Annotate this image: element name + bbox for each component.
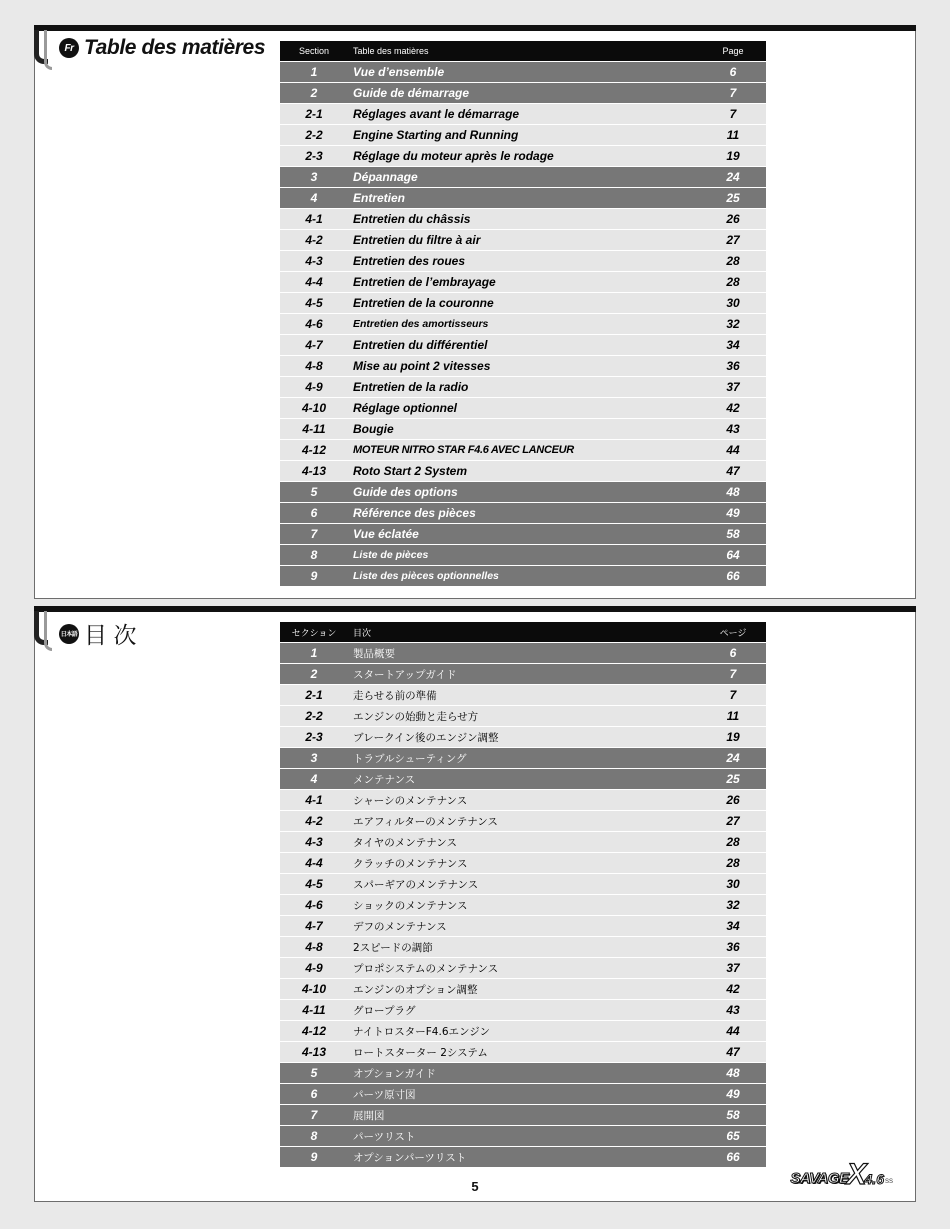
japanese-toc-panel bbox=[34, 606, 916, 1202]
section-number: 4-11 bbox=[280, 419, 348, 440]
toc-row[interactable] bbox=[280, 272, 766, 293]
page-ref: 58 bbox=[700, 524, 766, 545]
toc-row[interactable] bbox=[280, 664, 766, 685]
section-title: デフのメンテナンス bbox=[348, 916, 700, 937]
toc-row[interactable] bbox=[280, 1126, 766, 1147]
toc-row[interactable] bbox=[280, 706, 766, 727]
section-number: 4-1 bbox=[280, 790, 348, 811]
toc-row[interactable] bbox=[280, 314, 766, 335]
japanese-heading bbox=[59, 617, 136, 650]
section-number: 4-8 bbox=[280, 937, 348, 958]
section-title: オプションパーツリスト bbox=[348, 1147, 700, 1168]
toc-row[interactable] bbox=[280, 62, 766, 83]
toc-row[interactable] bbox=[280, 545, 766, 566]
section-title: Liste des pièces optionnelles bbox=[348, 566, 700, 587]
page-ref: 7 bbox=[700, 104, 766, 125]
page-ref: 43 bbox=[700, 419, 766, 440]
french-heading bbox=[59, 36, 265, 60]
toc-row[interactable] bbox=[280, 1105, 766, 1126]
page-ref: 64 bbox=[700, 545, 766, 566]
page-ref: 19 bbox=[700, 727, 766, 748]
page-ref: 7 bbox=[700, 83, 766, 104]
section-title: Entretien des roues bbox=[348, 251, 700, 272]
section-number: 6 bbox=[280, 503, 348, 524]
section-title: パーツリスト bbox=[348, 1126, 700, 1147]
page-ref: 11 bbox=[700, 706, 766, 727]
toc-row[interactable] bbox=[280, 1147, 766, 1168]
section-number: 4-7 bbox=[280, 916, 348, 937]
toc-row[interactable] bbox=[280, 895, 766, 916]
page-ref: 36 bbox=[700, 937, 766, 958]
page-ref: 30 bbox=[700, 293, 766, 314]
section-number: 7 bbox=[280, 524, 348, 545]
section-title: シャーシのメンテナンス bbox=[348, 790, 700, 811]
toc-row[interactable] bbox=[280, 209, 766, 230]
toc-row[interactable] bbox=[280, 356, 766, 377]
toc-row[interactable] bbox=[280, 251, 766, 272]
section-title: スパーギアのメンテナンス bbox=[348, 874, 700, 895]
toc-row[interactable] bbox=[280, 790, 766, 811]
section-number: 2-1 bbox=[280, 104, 348, 125]
page-ref: 58 bbox=[700, 1105, 766, 1126]
section-title: オプションガイド bbox=[348, 1063, 700, 1084]
section-number: 4-4 bbox=[280, 853, 348, 874]
section-number: 4-12 bbox=[280, 440, 348, 461]
section-title: Vue éclatée bbox=[348, 524, 700, 545]
page-ref: 30 bbox=[700, 874, 766, 895]
logo-x: X bbox=[846, 1158, 867, 1191]
page-ref: 19 bbox=[700, 146, 766, 167]
section-title: グロープラグ bbox=[348, 1000, 700, 1021]
page-ref: 28 bbox=[700, 251, 766, 272]
page-ref: 32 bbox=[700, 314, 766, 335]
page-ref: 65 bbox=[700, 1126, 766, 1147]
toc-row[interactable] bbox=[280, 125, 766, 146]
section-number: 4-3 bbox=[280, 832, 348, 853]
section-number: 2-3 bbox=[280, 146, 348, 167]
page-ref: 66 bbox=[700, 1147, 766, 1168]
section-title: Référence des pièces bbox=[348, 503, 700, 524]
section-title: ナイトロスターF4.6エンジン bbox=[348, 1021, 700, 1042]
page-number: 5 bbox=[471, 1179, 479, 1194]
section-title: パーツ原寸図 bbox=[348, 1084, 700, 1105]
table-header-row bbox=[280, 622, 766, 643]
section-title: 展開図 bbox=[348, 1105, 700, 1126]
section-number: 4-8 bbox=[280, 356, 348, 377]
section-number: 4-12 bbox=[280, 1021, 348, 1042]
toc-row[interactable] bbox=[280, 832, 766, 853]
toc-row[interactable] bbox=[280, 1000, 766, 1021]
section-title: Engine Starting and Running bbox=[348, 125, 700, 146]
section-number: 4-5 bbox=[280, 293, 348, 314]
page-column-header: Page bbox=[700, 41, 766, 62]
section-number: 9 bbox=[280, 1147, 348, 1168]
section-number: 1 bbox=[280, 643, 348, 664]
section-number: 4-9 bbox=[280, 377, 348, 398]
section-title: 2スピードの調節 bbox=[348, 937, 700, 958]
section-number: 5 bbox=[280, 482, 348, 503]
section-number: 4-10 bbox=[280, 979, 348, 1000]
page-ref: 34 bbox=[700, 916, 766, 937]
page-ref: 7 bbox=[700, 685, 766, 706]
toc-row[interactable] bbox=[280, 83, 766, 104]
page-ref: 11 bbox=[700, 125, 766, 146]
title-column-header: 目次 bbox=[348, 622, 700, 643]
section-number: 2-1 bbox=[280, 685, 348, 706]
section-title: Entretien de l’embrayage bbox=[348, 272, 700, 293]
page-ref: 24 bbox=[700, 748, 766, 769]
section-number: 7 bbox=[280, 1105, 348, 1126]
page-ref: 25 bbox=[700, 769, 766, 790]
page-ref: 7 bbox=[700, 664, 766, 685]
section-number: 4-5 bbox=[280, 874, 348, 895]
toc-row[interactable] bbox=[280, 727, 766, 748]
toc-row[interactable] bbox=[280, 643, 766, 664]
toc-row[interactable] bbox=[280, 748, 766, 769]
page-ref: 48 bbox=[700, 482, 766, 503]
section-title: Roto Start 2 System bbox=[348, 461, 700, 482]
toc-row[interactable] bbox=[280, 937, 766, 958]
page-ref: 48 bbox=[700, 1063, 766, 1084]
section-title: Réglages avant le démarrage bbox=[348, 104, 700, 125]
french-toc-panel bbox=[34, 25, 916, 599]
french-toc-table bbox=[280, 41, 766, 587]
section-title: ロートスターター 2システム bbox=[348, 1042, 700, 1063]
section-number: 4-13 bbox=[280, 461, 348, 482]
section-title: Réglage optionnel bbox=[348, 398, 700, 419]
section-title: Dépannage bbox=[348, 167, 700, 188]
toc-row[interactable] bbox=[280, 293, 766, 314]
page-ref: 44 bbox=[700, 1021, 766, 1042]
table-header-row bbox=[280, 41, 766, 62]
section-number: 4-2 bbox=[280, 230, 348, 251]
japanese-toc-table bbox=[280, 622, 766, 1168]
section-number: 4-1 bbox=[280, 209, 348, 230]
section-title: プロポシステムのメンテナンス bbox=[348, 958, 700, 979]
page-ref: 47 bbox=[700, 1042, 766, 1063]
toc-row[interactable] bbox=[280, 979, 766, 1000]
section-title: Entretien des amortisseurs bbox=[348, 314, 700, 335]
toc-row[interactable] bbox=[280, 1063, 766, 1084]
toc-row[interactable] bbox=[280, 482, 766, 503]
toc-row[interactable] bbox=[280, 958, 766, 979]
section-tab-shadow bbox=[44, 30, 52, 70]
section-number: 2-2 bbox=[280, 125, 348, 146]
section-title: Entretien de la couronne bbox=[348, 293, 700, 314]
japanese-toc-title: 目 次 bbox=[84, 623, 137, 649]
section-number: 4 bbox=[280, 769, 348, 790]
page-column-header: ページ bbox=[700, 622, 766, 643]
savage-x-logo bbox=[790, 1158, 893, 1191]
page-ref: 6 bbox=[700, 643, 766, 664]
logo-version: 4.6 bbox=[864, 1171, 884, 1187]
french-toc-title: Table des matières bbox=[84, 36, 266, 59]
section-title: Guide des options bbox=[348, 482, 700, 503]
section-title: メンテナンス bbox=[348, 769, 700, 790]
section-title: スタートアップガイド bbox=[348, 664, 700, 685]
section-title: エンジンのオプション調整 bbox=[348, 979, 700, 1000]
section-title: タイヤのメンテナンス bbox=[348, 832, 700, 853]
section-number: 6 bbox=[280, 1084, 348, 1105]
language-badge-jp: 日本語 bbox=[59, 624, 79, 644]
section-title: ショックのメンテナンス bbox=[348, 895, 700, 916]
section-title: MOTEUR NITRO STAR F4.6 AVEC LANCEUR bbox=[348, 440, 700, 461]
toc-row[interactable] bbox=[280, 440, 766, 461]
section-title: Vue d’ensemble bbox=[348, 62, 700, 83]
title-column-header: Table des matières bbox=[348, 41, 700, 62]
toc-row[interactable] bbox=[280, 146, 766, 167]
logo-suffix: SS bbox=[884, 1179, 893, 1185]
panel-top-bar bbox=[34, 606, 916, 612]
section-number: 3 bbox=[280, 748, 348, 769]
language-badge-fr: Fr bbox=[59, 38, 79, 58]
section-number: 4-10 bbox=[280, 398, 348, 419]
section-number: 8 bbox=[280, 1126, 348, 1147]
toc-row[interactable] bbox=[280, 1042, 766, 1063]
section-title: エアフィルターのメンテナンス bbox=[348, 811, 700, 832]
page-ref: 27 bbox=[700, 230, 766, 251]
page-ref: 37 bbox=[700, 377, 766, 398]
section-number: 9 bbox=[280, 566, 348, 587]
toc-row[interactable] bbox=[280, 503, 766, 524]
section-title: Entretien du filtre à air bbox=[348, 230, 700, 251]
page-ref: 37 bbox=[700, 958, 766, 979]
toc-row[interactable] bbox=[280, 188, 766, 209]
section-title: Entretien du différentiel bbox=[348, 335, 700, 356]
page-ref: 49 bbox=[700, 1084, 766, 1105]
section-number: 3 bbox=[280, 167, 348, 188]
page-ref: 49 bbox=[700, 503, 766, 524]
page-ref: 42 bbox=[700, 979, 766, 1000]
toc-row[interactable] bbox=[280, 853, 766, 874]
section-number: 4-6 bbox=[280, 314, 348, 335]
section-number: 2-3 bbox=[280, 727, 348, 748]
section-number: 1 bbox=[280, 62, 348, 83]
page-ref: 27 bbox=[700, 811, 766, 832]
page-ref: 26 bbox=[700, 790, 766, 811]
toc-row[interactable] bbox=[280, 1021, 766, 1042]
page-ref: 44 bbox=[700, 440, 766, 461]
section-number: 4-7 bbox=[280, 335, 348, 356]
toc-row[interactable] bbox=[280, 230, 766, 251]
section-title: 走らせる前の準備 bbox=[348, 685, 700, 706]
panel-top-bar bbox=[34, 25, 916, 31]
page-ref: 36 bbox=[700, 356, 766, 377]
toc-row[interactable] bbox=[280, 335, 766, 356]
section-number: 2 bbox=[280, 83, 348, 104]
toc-row[interactable] bbox=[280, 398, 766, 419]
page-ref: 25 bbox=[700, 188, 766, 209]
page-ref: 42 bbox=[700, 398, 766, 419]
toc-row[interactable] bbox=[280, 419, 766, 440]
page-ref: 6 bbox=[700, 62, 766, 83]
page-ref: 28 bbox=[700, 853, 766, 874]
page-ref: 34 bbox=[700, 335, 766, 356]
section-number: 2 bbox=[280, 664, 348, 685]
section-number: 4-3 bbox=[280, 251, 348, 272]
toc-row[interactable] bbox=[280, 811, 766, 832]
section-tab-shadow bbox=[44, 611, 52, 651]
section-number: 4 bbox=[280, 188, 348, 209]
section-title: Réglage du moteur après le rodage bbox=[348, 146, 700, 167]
section-column-header: セクション bbox=[280, 622, 348, 643]
page-ref: 66 bbox=[700, 566, 766, 587]
toc-row[interactable] bbox=[280, 461, 766, 482]
section-title: 製品概要 bbox=[348, 643, 700, 664]
toc-row[interactable] bbox=[280, 566, 766, 587]
section-title: Bougie bbox=[348, 419, 700, 440]
toc-row[interactable] bbox=[280, 769, 766, 790]
logo-word: SAVAGE bbox=[790, 1170, 849, 1187]
toc-row[interactable] bbox=[280, 377, 766, 398]
section-number: 4-2 bbox=[280, 811, 348, 832]
section-number: 4-13 bbox=[280, 1042, 348, 1063]
section-title: クラッチのメンテナンス bbox=[348, 853, 700, 874]
toc-row[interactable] bbox=[280, 685, 766, 706]
section-number: 4-11 bbox=[280, 1000, 348, 1021]
page-ref: 24 bbox=[700, 167, 766, 188]
toc-row[interactable] bbox=[280, 1084, 766, 1105]
section-number: 8 bbox=[280, 545, 348, 566]
section-number: 4-6 bbox=[280, 895, 348, 916]
section-title: トラブルシューティング bbox=[348, 748, 700, 769]
section-title: Entretien de la radio bbox=[348, 377, 700, 398]
section-title: Liste de pièces bbox=[348, 545, 700, 566]
toc-row[interactable] bbox=[280, 916, 766, 937]
section-number: 5 bbox=[280, 1063, 348, 1084]
toc-row[interactable] bbox=[280, 104, 766, 125]
page-ref: 28 bbox=[700, 832, 766, 853]
page-ref: 43 bbox=[700, 1000, 766, 1021]
toc-row[interactable] bbox=[280, 874, 766, 895]
section-column-header: Section bbox=[280, 41, 348, 62]
section-title: Guide de démarrage bbox=[348, 83, 700, 104]
section-number: 4-9 bbox=[280, 958, 348, 979]
page-ref: 32 bbox=[700, 895, 766, 916]
page-ref: 47 bbox=[700, 461, 766, 482]
section-title: ブレークイン後のエンジン調整 bbox=[348, 727, 700, 748]
section-title: Entretien du châssis bbox=[348, 209, 700, 230]
page-ref: 28 bbox=[700, 272, 766, 293]
section-title: エンジンの始動と走らせ方 bbox=[348, 706, 700, 727]
toc-row[interactable] bbox=[280, 167, 766, 188]
page-ref: 26 bbox=[700, 209, 766, 230]
section-number: 2-2 bbox=[280, 706, 348, 727]
section-title: Mise au point 2 vitesses bbox=[348, 356, 700, 377]
section-number: 4-4 bbox=[280, 272, 348, 293]
section-title: Entretien bbox=[348, 188, 700, 209]
toc-row[interactable] bbox=[280, 524, 766, 545]
